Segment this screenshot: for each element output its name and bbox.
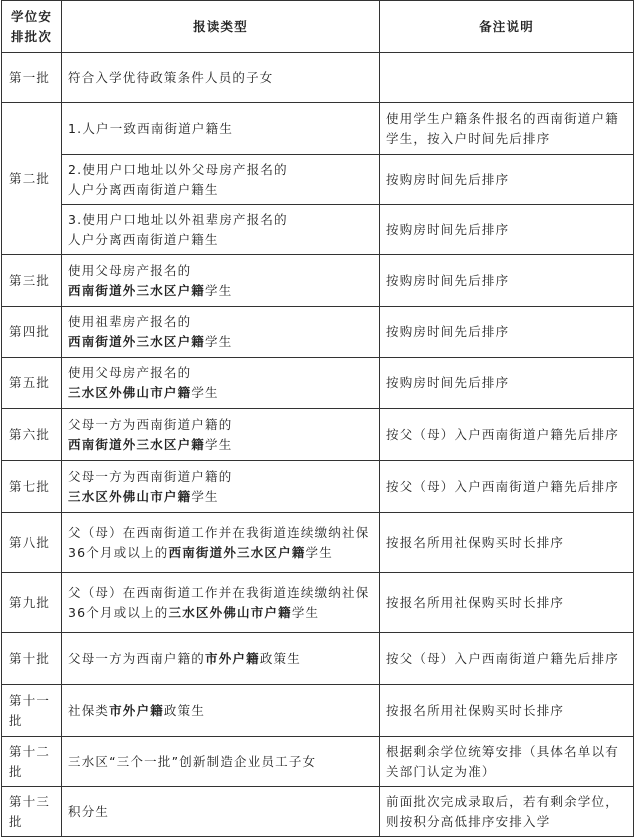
type-post: 学生 [291, 604, 320, 620]
type-bold: 西南街道外三水区户籍 [68, 334, 206, 349]
type-cell [62, 461, 380, 513]
batch-cell: 第六批 [2, 409, 62, 461]
batch-cell: 第一批 [2, 53, 62, 103]
type-pre: 父（母）在西南街道工作并在我街道连续缴纳社保36个月或以上的 [68, 524, 370, 560]
type-post: 学生 [191, 488, 219, 504]
table-row [2, 255, 634, 307]
type-pre: 使用父母房产报名的 [68, 365, 192, 380]
type-line: 人户分离西南街道户籍生 [68, 231, 219, 247]
type-pre: 使用祖辈房产报名的 [68, 314, 192, 329]
note-cell [380, 53, 634, 103]
table-row [2, 409, 634, 461]
note-cell: 按父（母）入户西南街道户籍先后排序 [380, 633, 634, 685]
type-cell [62, 205, 380, 255]
table-row [2, 205, 634, 255]
note-cell: 按购房时间先后排序 [380, 358, 634, 409]
batch-cell: 第十三批 [2, 787, 62, 837]
table-row [2, 633, 634, 685]
type-post: 学生 [305, 544, 333, 560]
header-type: 报读类型 [62, 1, 380, 53]
table-row [2, 787, 634, 837]
type-pre: 父（母）在西南街道工作并在我街道连续缴纳社保36个月或以上的 [68, 584, 370, 620]
type-cell: 1.人户一致西南街道户籍生 [62, 103, 380, 155]
table-row [2, 103, 634, 155]
type-cell [62, 513, 380, 573]
type-post: 政策生 [259, 650, 301, 666]
type-line: 2.使用户口地址以外父母房产报名的 [68, 161, 288, 177]
note-cell: 按购房时间先后排序 [380, 155, 634, 205]
type-cell: 符合入学优待政策条件人员的子女 [62, 53, 380, 103]
batch-cell: 第十二批 [2, 737, 62, 787]
type-bold: 三水区外佛山市户籍 [68, 488, 192, 504]
type-bold: 市外户籍 [205, 650, 260, 666]
type-cell [62, 155, 380, 205]
type-bold: 市外户籍 [109, 702, 164, 718]
type-pre: 社保类 [68, 702, 110, 718]
note-cell: 使用学生户籍条件报名的西南街道户籍学生，按入户时间先后排序 [380, 103, 634, 155]
type-bold: 西南街道外三水区户籍 [168, 544, 306, 560]
batch-cell: 第三批 [2, 255, 62, 307]
batch-cell: 第十批 [2, 633, 62, 685]
batch-cell: 第七批 [2, 461, 62, 513]
header-batch: 学位安排批次 [2, 1, 62, 53]
type-cell [62, 255, 380, 307]
note-cell: 前面批次完成录取后，若有剩余学位，则按积分高低排序安排入学 [380, 787, 634, 837]
batch-cell: 第四批 [2, 307, 62, 358]
table-row [2, 685, 634, 737]
table-row [2, 737, 634, 787]
type-post: 学生 [205, 282, 233, 298]
type-cell [62, 633, 380, 685]
type-bold: 西南街道外三水区户籍 [68, 282, 206, 298]
type-post: 学生 [205, 436, 233, 452]
type-pre: 父母一方为西南户籍的 [68, 650, 206, 666]
type-cell [62, 685, 380, 737]
batch-cell: 第五批 [2, 358, 62, 409]
note-cell: 按报名所用社保购买时长排序 [380, 573, 634, 633]
enrollment-batch-table [1, 0, 634, 837]
table-row [2, 155, 634, 205]
type-pre: 使用父母房产报名的 [68, 262, 192, 278]
note-cell: 根据剩余学位统筹安排（具体名单以有关部门认定为准） [380, 737, 634, 787]
note-cell: 按报名所用社保购买时长排序 [380, 685, 634, 737]
header-note: 备注说明 [380, 1, 634, 53]
type-cell: 三水区“三个一批”创新制造企业员工子女 [62, 737, 380, 787]
batch-cell: 第十一批 [2, 685, 62, 737]
type-cell [62, 307, 380, 358]
type-cell: 积分生 [62, 787, 380, 837]
type-post: 政策生 [163, 702, 206, 718]
type-bold: 西南街道外三水区户籍 [68, 436, 206, 452]
note-cell: 按父（母）入户西南街道户籍先后排序 [380, 461, 634, 513]
type-line: 人户分离西南街道户籍生 [68, 181, 219, 197]
note-cell: 按购房时间先后排序 [380, 255, 634, 307]
note-cell: 按购房时间先后排序 [380, 307, 634, 358]
type-pre: 父母一方为西南街道户籍的 [68, 468, 233, 484]
table-row [2, 573, 634, 633]
type-bold: 三水区外佛山市户籍 [68, 385, 192, 400]
type-cell [62, 409, 380, 461]
type-cell [62, 358, 380, 409]
table-row [2, 307, 634, 358]
type-post: 学生 [191, 385, 219, 400]
batch-cell: 第八批 [2, 513, 62, 573]
table-row [2, 53, 634, 103]
batch-cell: 第九批 [2, 573, 62, 633]
type-cell [62, 573, 380, 633]
note-cell: 按父（母）入户西南街道户籍先后排序 [380, 409, 634, 461]
header-row [2, 1, 634, 53]
batch-cell: 第二批 [2, 103, 62, 255]
note-cell: 按报名所用社保购买时长排序 [380, 513, 634, 573]
type-bold: 三水区外佛山市户籍 [168, 604, 292, 620]
table-row [2, 513, 634, 573]
note-cell: 按购房时间先后排序 [380, 205, 634, 255]
type-post: 学生 [205, 334, 233, 349]
type-pre: 父母一方为西南街道户籍的 [68, 416, 233, 432]
table-row [2, 461, 634, 513]
type-line: 3.使用户口地址以外祖辈房产报名的 [68, 211, 288, 227]
table-row [2, 358, 634, 409]
